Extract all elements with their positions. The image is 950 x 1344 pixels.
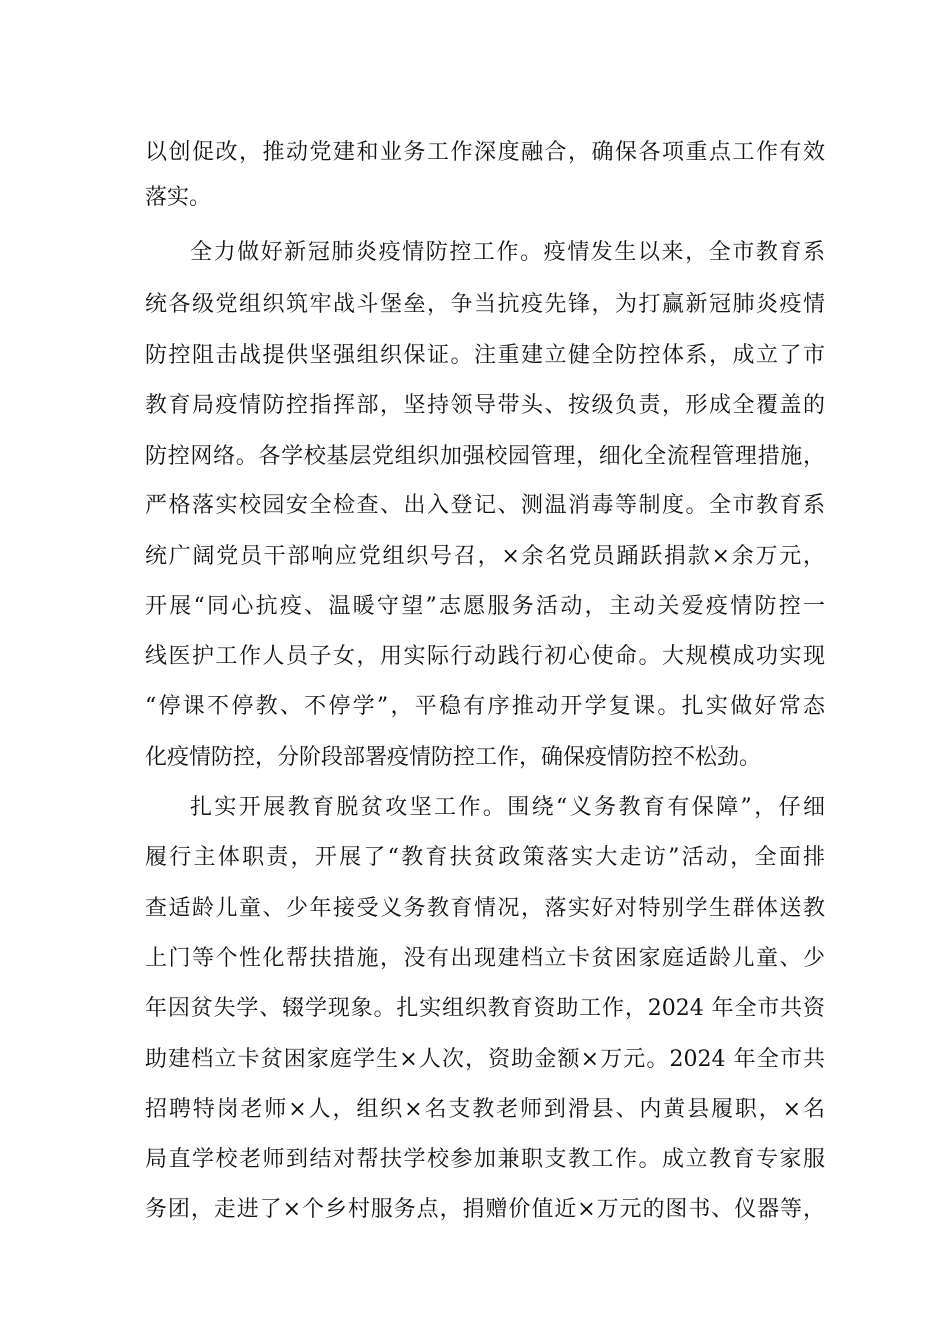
text-line: 年因贫失学、辍学现象。扎实组织教育资助工作，2024 年全市共资 [145,996,825,1021]
text-line: 教育局疫情防控指挥部，坚持领导带头、按级负责，形成全覆盖的 [145,393,825,418]
text-line: 查适龄儿童、少年接受义务教育情况，落实好对特别学生群体送教 [145,896,825,921]
text-line: 以创促改，推动党建和业务工作深度融合，确保各项重点工作有效 [145,140,825,165]
text-line: 上门等个性化帮扶措施，没有出现建档立卡贫困家庭适龄儿童、少 [145,946,825,971]
text-line: 防控网络。各学校基层党组织加强校园管理，细化全流程管理措施， [145,444,825,469]
text-line: “停课不停教、不停学”，平稳有序推动开学复课。扎实做好常态 [145,694,825,719]
text-line: 统各级党组织筑牢战斗堡垒，争当抗疫先锋，为打赢新冠肺炎疫情 [145,292,825,317]
text-line: 开展“同心抗疫、温暖守望”志愿服务活动，主动关爱疫情防控一 [145,594,825,619]
text-line: 履行主体职责，开展了“教育扶贫政策落实大走访”活动，全面排 [145,845,825,870]
text-line: 落实。 [145,185,212,210]
text-line: 务团，走进了×个乡村服务点，捐赠价值近×万元的图书、仪器等， [145,1197,825,1222]
text-line: 助建档立卡贫困家庭学生×人次，资助金额×万元。2024 年全市共 [145,1047,825,1072]
text-line: 局直学校老师到结对帮扶学校参加兼职支教工作。成立教育专家服 [145,1147,825,1172]
text-line: 防控阻击战提供坚强组织保证。注重建立健全防控体系，成立了市 [145,343,825,368]
text-line: 统广阔党员干部响应党组织号召，×余名党员踊跃捐款×余万元， [145,544,825,569]
paragraph-start-line: 扎实开展教育脱贫攻坚工作。围绕“义务教育有保障”，仔细 [190,795,825,820]
text-line: 化疫情防控，分阶段部署疫情防控工作，确保疫情防控不松劲。 [145,745,762,770]
paragraph-start-line: 全力做好新冠肺炎疫情防控工作。疫情发生以来，全市教育系 [190,240,825,265]
text-line: 招聘特岗老师×人，组织×名支教老师到滑县、内黄县履职，×名 [145,1097,825,1122]
text-line: 线医护工作人员子女，用实际行动践行初心使命。大规模成功实现 [145,644,825,669]
text-line: 严格落实校园安全检查、出入登记、测温消毒等制度。全市教育系 [145,493,825,518]
